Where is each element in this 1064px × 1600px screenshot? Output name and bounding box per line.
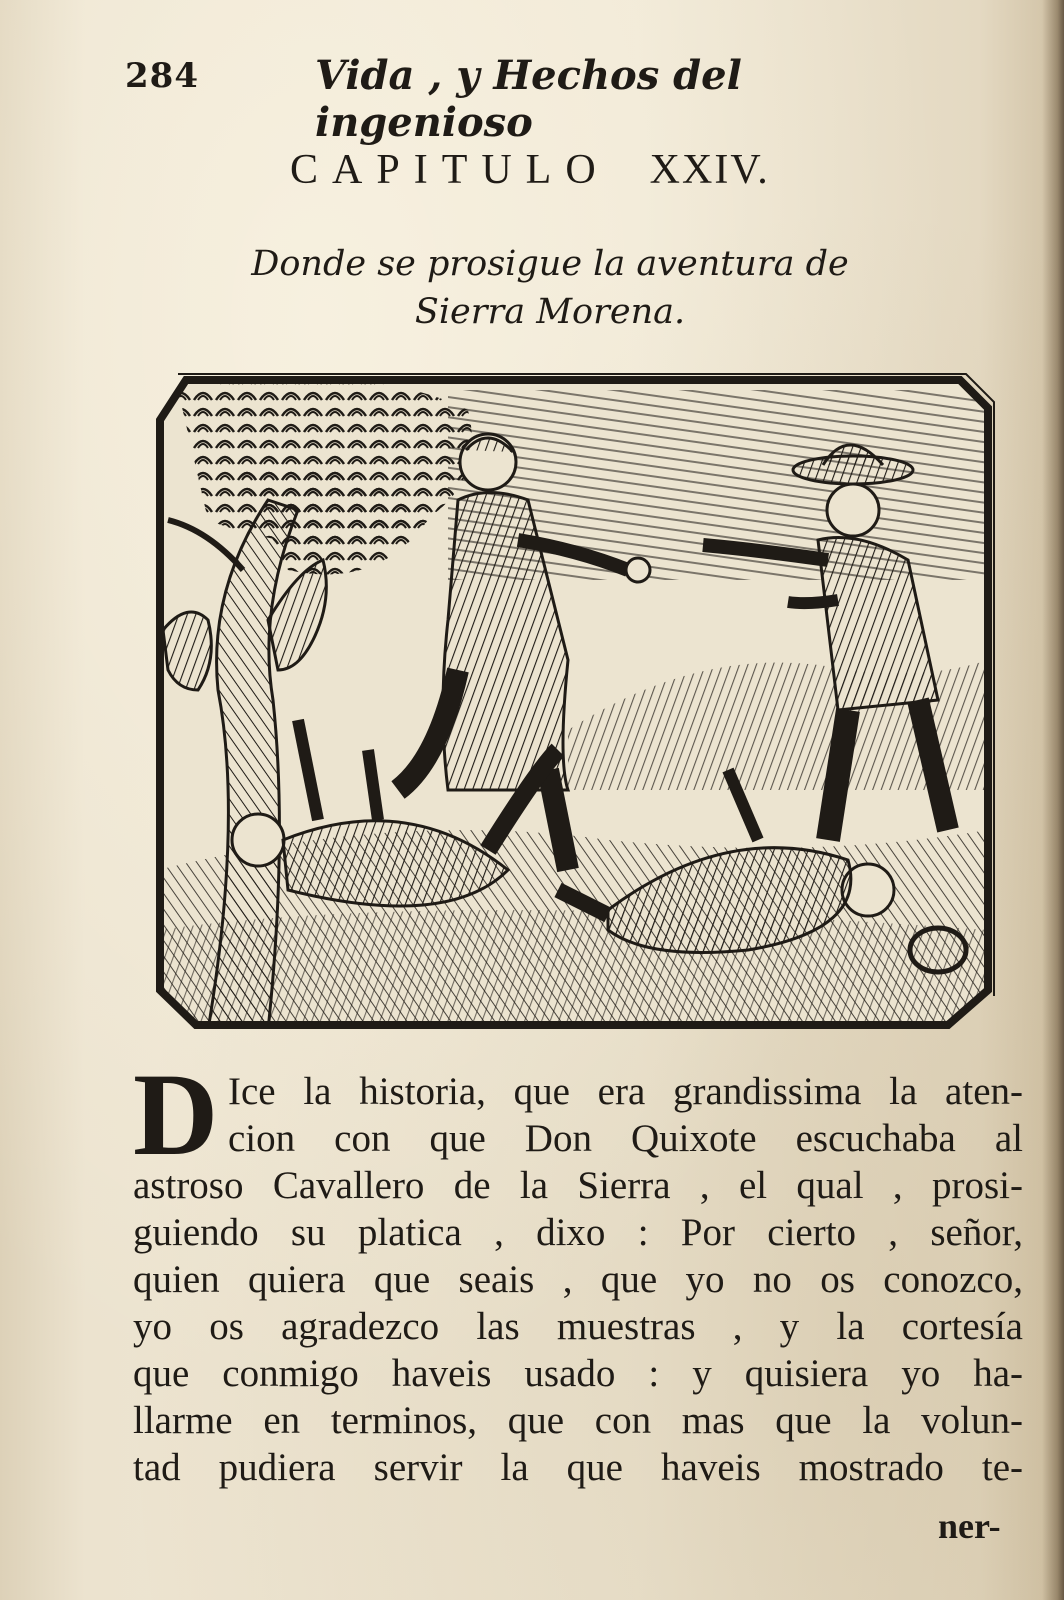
woodcut-illustration <box>148 370 998 1035</box>
text-line: que conmigo haveis usado : y quisiera yo ha- <box>133 1352 1023 1395</box>
subtitle-line-2: Sierra Morena. <box>414 292 686 332</box>
text-line: llarme en terminos, que con mas que la volun- <box>133 1399 1023 1442</box>
drop-capital: D <box>133 1049 219 1180</box>
text-line: quien quiera que seais , que yo no os conozco, <box>133 1258 1023 1301</box>
text-line: tad pudiera servir la que haveis mostrado te- <box>133 1446 1023 1489</box>
chapter-subtitle <box>220 240 880 336</box>
catchword: ner- <box>938 1506 1001 1546</box>
page-number: 284 <box>125 56 199 96</box>
text-line: guiendo su platica , dixo : Por cierto , señor, <box>133 1211 1023 1254</box>
subtitle-line-1: Donde se prosigue la aventura de <box>251 244 849 284</box>
running-title: Vida , y Hechos del ingenioso <box>315 52 742 146</box>
text-line: cion con que Don Quixote escuchaba al <box>228 1117 1023 1160</box>
page-gutter-shadow <box>1042 0 1064 1600</box>
text-line: Ice la historia, que era grandissima la aten- <box>228 1070 1023 1113</box>
running-head <box>125 52 885 146</box>
body-text <box>133 1068 1023 1491</box>
chapter-label: CAPITULO <box>290 147 610 193</box>
chapter-heading <box>290 146 890 194</box>
chapter-number: XXIV. <box>649 147 770 193</box>
text-line: yo os agradezco las muestras , y la cortesía <box>133 1305 1023 1348</box>
text-line: astroso Cavallero de la Sierra , el qual , prosi- <box>133 1164 1023 1207</box>
